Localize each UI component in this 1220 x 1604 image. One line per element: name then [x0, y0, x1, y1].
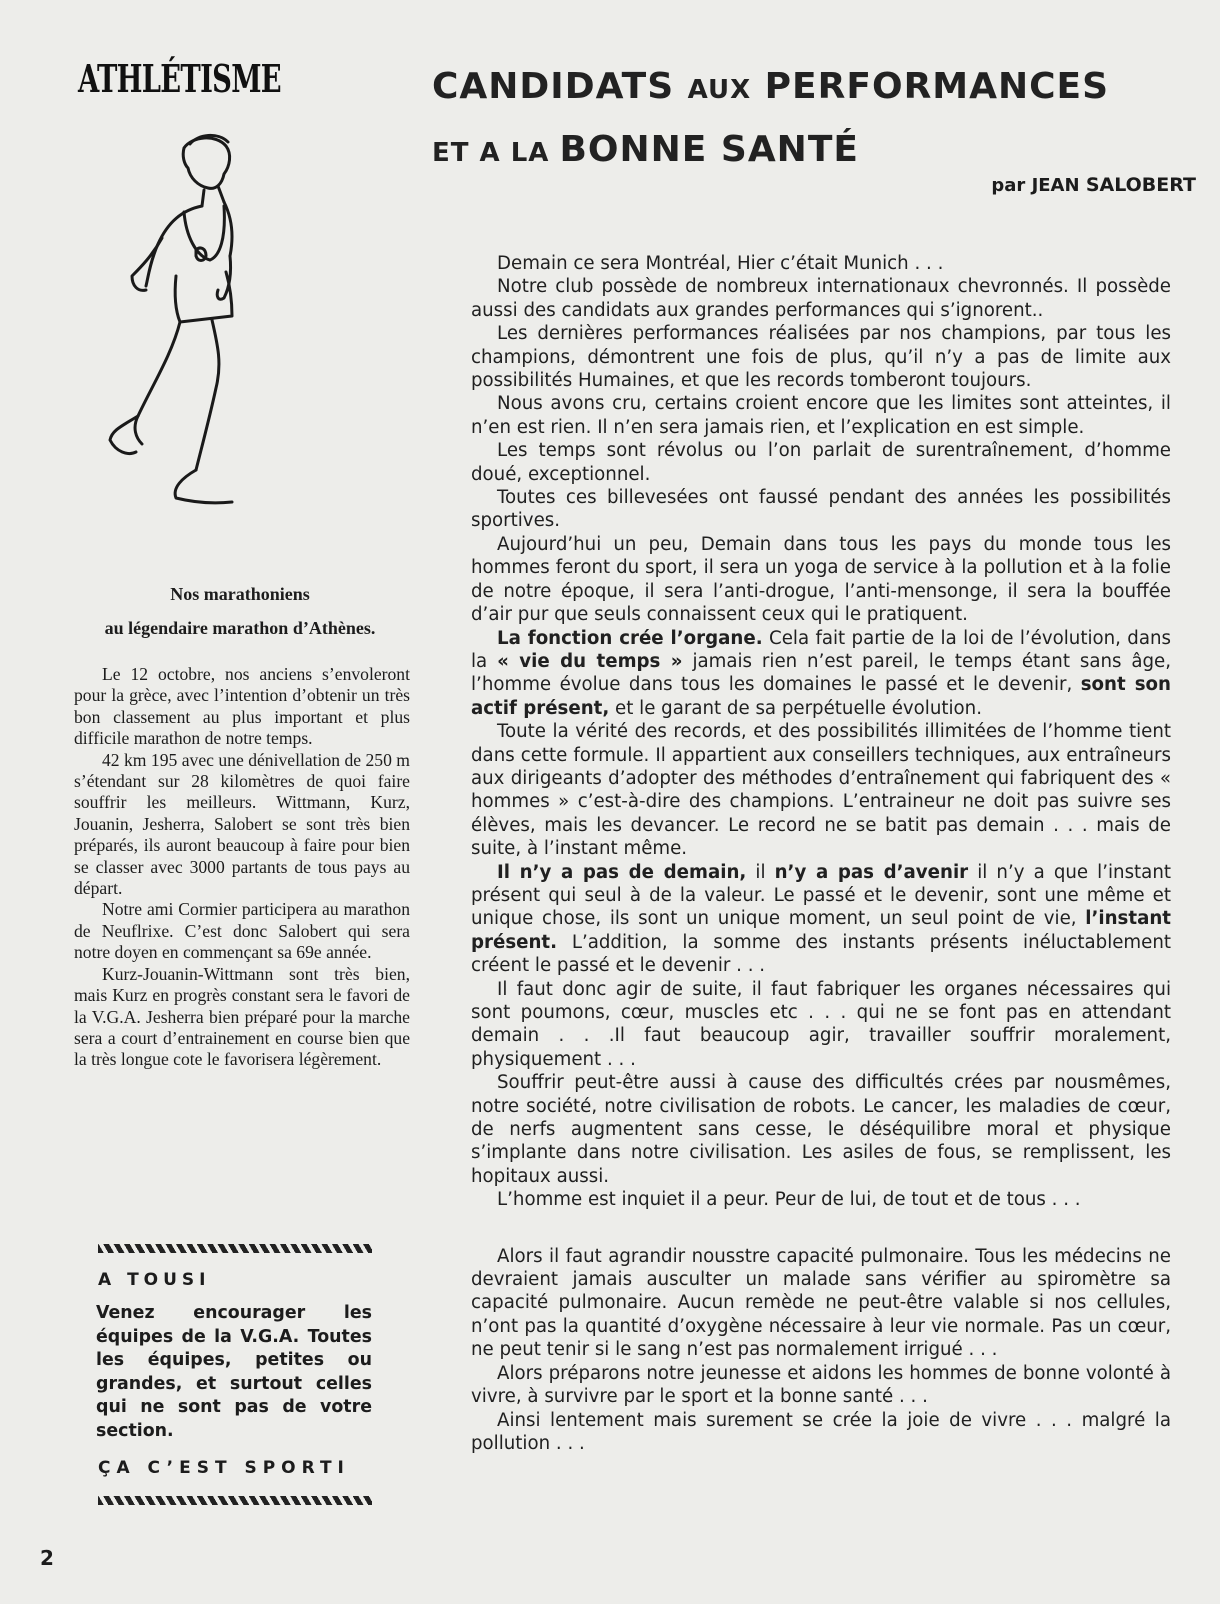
runner-illustration [92, 126, 252, 526]
headline-word: CANDIDATS [432, 66, 688, 107]
main-paragraph: Nous avons cru, certains croient encore que les limites sont atteintes, il n’en est rien. Il n’en sera jamais rien, et l’explication en est simple. [471, 393, 1171, 438]
bold-phrase: sont son actif présent, [471, 674, 1171, 719]
text-run: il [746, 861, 775, 883]
main-paragraph: Toute la vérité des records, et des possibilités illimitées de l’homme tient dans cette formule. Il appartient aux conseillers techniques, aux entraîneurs aux dirigeants d’adopter des méthodes d’entraînement qui fabriquent des « hommes » c’est-à-dire des champions. L’entraineur ne doit pas suivre ses élèves, mais les devancer. Le record ne se batit pas demain . . . mais de suite, à l’instant même. [471, 721, 1171, 860]
side-heading-2: au légendaire marathon d’Athènes. [104, 618, 376, 638]
headline-line-1 [432, 66, 1202, 107]
box-footer: ÇA C’EST SPORTI [98, 1458, 350, 1478]
headline [432, 66, 1202, 170]
byline-author: SALOBERT [1085, 174, 1196, 196]
side-heading-1: Nos marathoniens [170, 584, 310, 604]
side-article [74, 664, 410, 1071]
main-paragraph: Alors préparons notre jeunesse et aidons les hommes de bonne volonté à vivre, à survivre par le sport et la bonne santé . . . [471, 1362, 1171, 1408]
text-run: Cela fait partie de la loi de l’évolution, dans la [471, 627, 1171, 672]
main-paragraph: Demain ce sera Montréal, Hier c’était Munich . . . [497, 253, 944, 274]
side-paragraph: Kurz-Jouanin-Wittmann sont très bien, mais Kurz en progrès constant sera le favori de la V.G.A. Jesherra bien préparé pour la marche sera a court d’entrainement en course bien que la très longue cote le favorisera légèrement. [74, 963, 410, 1070]
main-paragraph: Notre club possède de nombreux internationaux chevronnés. Il possède aussi des candidats aux grandes performances qui s’ignorent.. [471, 276, 1171, 321]
main-paragraph [471, 861, 1171, 978]
main-paragraph: Ainsi lentement mais surement se crée la joie de vivre . . . malgré la pollution . . . [471, 1409, 1171, 1454]
main-paragraph: Il faut donc agir de suite, il faut fabriquer les organes nécessaires qui sont poumons, cœur, muscles etc . . . qui ne se font pas en attendant demain . . .Il faut beaucoup agir, travailler souffrir moralement, physiquement . . . [471, 978, 1171, 1070]
bold-phrase: n’y a pas d’avenir [774, 861, 969, 883]
side-paragraph: 42 km 195 avec une dénivellation de 250 m s’étendant sur 28 kilomètres de quoi faire souffrir les meilleurs. Wittmann, Kurz, Jouanin, Jesherra, Salobert se sont très bien préparés, ils auront beaucoup à faire pour bien se classer avec 3000 partants de tous pays au départ. [74, 749, 410, 899]
headline-word: ET A LA [432, 138, 560, 168]
text-run: L’addition, la somme des instants présents inéluctablement créent le passé et le devenir . . . [471, 931, 1171, 977]
main-paragraph: Souffrir peut-être aussi à cause des difficultés crées par nousmêmes, notre société, notre civilisation de robots. Le cancer, les maladies de cœur, de nerfs augmentent sans cesse, le déséquilibre moral et physique s’implante dans notre civilisation. Les asiles de fous, se remplissent, les hopitaux aussi. [471, 1072, 1171, 1187]
headline-word: BONNE SANTÉ [559, 129, 859, 170]
text-run: et le garant de sa perpétuelle évolution. [609, 697, 982, 719]
main-paragraph: Aujourd’hui un peu, Demain dans tous les pays du monde tous les hommes feront du sport, il sera un yoga de service à la pollution et à la folie de notre époque, il sera l’anti-drogue, l’anti-mensonge, il sera la bouffée d’air pur que seuls connaissent ceux qui le pratiquent. [471, 533, 1171, 626]
headline-line-2 [432, 129, 1202, 170]
main-paragraph: Les dernières performances réalisées par nos champions, par tous les champions, démontrent une fois de plus, qu’il n’y a pas de limite aux possibilités Humaines, et que les records tomberont toujours. [471, 323, 1171, 392]
side-paragraph: Le 12 octobre, nos anciens s’envoleront pour la grèce, avec l’intention d’obtenir un très bon classement au plus important et plus difficile marathon de notre temps. [74, 664, 410, 749]
bold-phrase: Il n’y a pas de demain, [497, 861, 747, 883]
page-number: 2 [40, 1546, 54, 1570]
stripe-divider-top [98, 1244, 372, 1253]
text-run: il n’y a que l’instant présent qui seul à de la valeur. Le passé et le devenir, sont une même et unique chose, ils sont un unique moment, un seul point de vie, [471, 861, 1171, 930]
box-title: A TOUSI [98, 1270, 211, 1290]
main-paragraph [471, 627, 1171, 721]
box-body: Venez encourager les équipes de la V.G.A. Toutes les équipes, petites ou grandes, et surtout celles qui ne sont pas de votre section. [96, 1303, 372, 1441]
stripe-divider-bottom [98, 1496, 372, 1505]
main-paragraph: Les temps sont révolus ou l’on parlait de surentraînement, d’homme doué, exceptionnel. [471, 440, 1171, 485]
text-run: jamais rien n’est pareil, le temps étant sans âge, l’homme évolue dans tous les domaines le passé et le devenir, [471, 650, 1172, 696]
byline [991, 174, 1196, 196]
section-tag: ATHLÉTISME [78, 56, 281, 101]
headline-word: PERFORMANCES [751, 66, 1110, 107]
bold-phrase: La fonction crée l’organe. [497, 627, 763, 649]
bold-phrase: l’instant présent. [471, 908, 1171, 953]
side-paragraph: Notre ami Cormier participera au marathon de Neuflrixe. C’est donc Salobert qui sera notre doyen en commençant sa 69e année. [74, 899, 410, 963]
headline-word: AUX [687, 75, 752, 105]
main-paragraph: L’homme est inquiet il a peur. Peur de lui, de tout et de tous . . . [497, 1189, 1081, 1211]
main-paragraph: Toutes ces billevesées ont faussé pendant des années les possibilités sportives. [471, 487, 1171, 532]
byline-prefix: par JEAN [991, 175, 1086, 196]
main-paragraph: Alors il faut agrandir nousstre capacité pulmonaire. Tous les médecins ne devraient jamais ausculter un malade sans vérifier au spiromètre sa capacité pulmonaire. Aucun remède ne peut-être valable si nos cellules, n’ont pas la quantité d’oxygène nécessaire à leur vie normale. Pas un cœur, ne peut tenir si le sang n’est pas normalement irrigué . . . [471, 1245, 1171, 1361]
main-article [471, 252, 1171, 1455]
bold-phrase: « vie du temps » [497, 650, 683, 672]
